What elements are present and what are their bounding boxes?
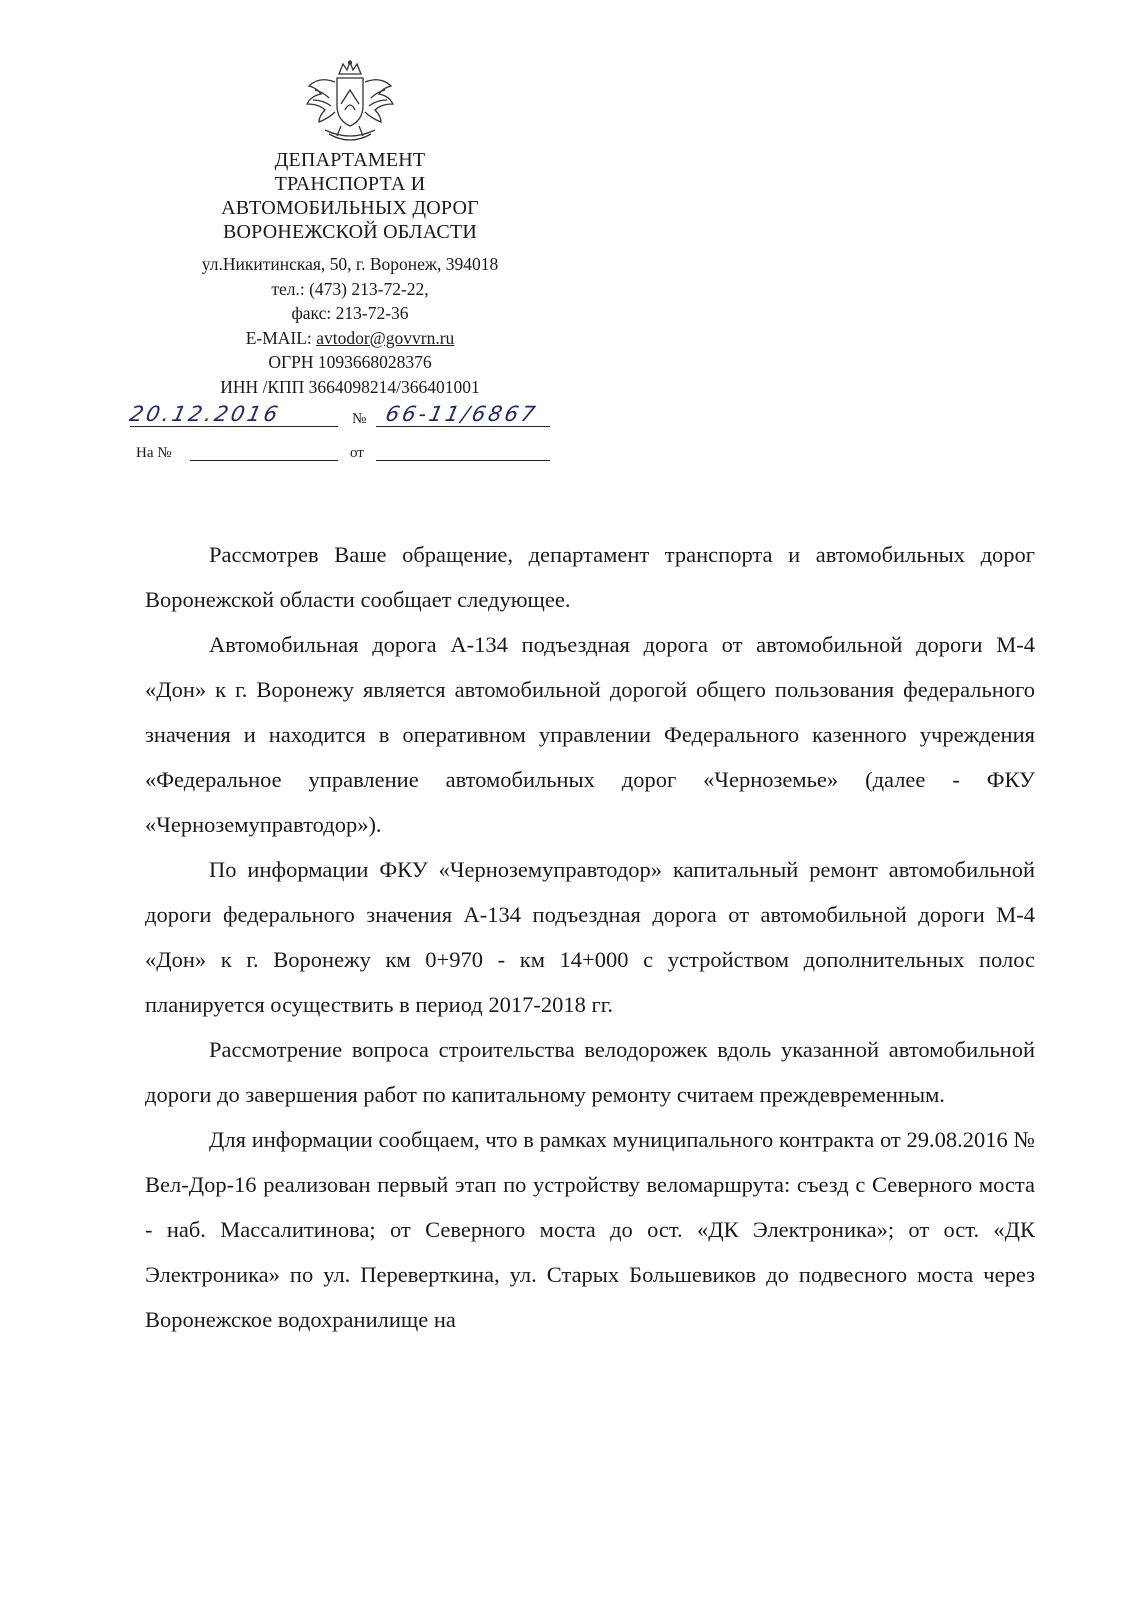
inn-kpp: ИНН /КПП 3664098214/366401001 bbox=[220, 376, 480, 397]
number-underline bbox=[376, 426, 550, 427]
date-underline bbox=[130, 426, 338, 427]
number-label: № bbox=[352, 411, 367, 427]
reply-underline bbox=[190, 460, 338, 461]
email-row bbox=[150, 326, 550, 351]
incoming-reference-row bbox=[130, 434, 570, 464]
fax: факс: 213-72-36 bbox=[291, 303, 409, 323]
body-paragraph: Автомобильная дорога А-134 подъездная дорога от автомобильной дороги М-4 «Дон» к г. Воронежу является автомобильной дорогой общего пользования федерального значения и находится в оперативном управлении Федерального казенного учреждения «Федеральное управление автомобильных дорог «Черноземье» (далее - ФКУ «Черноземуправтодор»). bbox=[145, 632, 1035, 837]
handwritten-number: 66-11/6867 bbox=[383, 402, 541, 426]
address: ул.Никитинская, 50, г. Воронеж, 394018 bbox=[201, 254, 499, 274]
email-label: E-MAIL: bbox=[245, 327, 317, 348]
department-line: АВТОМОБИЛЬНЫХ ДОРОГ bbox=[221, 197, 479, 219]
department-line: ДЕПАРТАМЕНТ bbox=[274, 149, 426, 171]
department-name bbox=[150, 148, 550, 244]
body-paragraph: Для информации сообщаем, что в рамках муниципального контракта от 29.08.2016 № Вел-Дор-16 реализован первый этап по устройству веломаршрута: съезд с Северного моста - наб. Массалитинова; от Северного моста до ост. «ДК Электроника»; от ост. «ДК Электроника» по ул. Переверткина, ул. Старых Большевиков до подвесного моста через Воронежское водохранилище на bbox=[145, 1127, 1035, 1332]
letter-body bbox=[145, 532, 1035, 1342]
letterhead bbox=[150, 60, 550, 399]
email-link[interactable]: avtodor@govvrn.ru bbox=[316, 327, 455, 348]
body-paragraph: Рассмотрев Ваше обращение, департамент транспорта и автомобильных дорог Воронежской области сообщает следующее. bbox=[145, 542, 1035, 612]
phone: тел.: (473) 213-72-22, bbox=[271, 278, 429, 299]
department-line: ВОРОНЕЖСКОЙ ОБЛАСТИ bbox=[223, 221, 477, 243]
handwritten-date: 20.12.2016 bbox=[127, 402, 283, 426]
department-line: ТРАНСПОРТА И bbox=[274, 173, 426, 195]
from-label: от bbox=[350, 445, 364, 461]
ogrn: ОГРН 1093668028376 bbox=[268, 352, 432, 372]
reply-label: На № bbox=[136, 445, 172, 461]
contact-block bbox=[150, 252, 550, 399]
body-paragraph: По информации ФКУ «Черноземуправтодор» капитальный ремонт автомобильной дороги федерального значения А-134 подъездная дорога от автомобильной дороги М-4 «Дон» к г. Воронежу км 0+970 - км 14+000 с устройством дополнительных полос планируется осуществить в период 2017-2018 гг. bbox=[145, 857, 1035, 1017]
from-underline bbox=[376, 460, 550, 461]
coat-of-arms-icon bbox=[301, 60, 399, 146]
outgoing-registration-row bbox=[127, 400, 570, 430]
body-paragraph: Рассмотрение вопроса строительства велодорожек вдоль указанной автомобильной дороги до завершения работ по капитальному ремонту считаем преждевременным. bbox=[145, 1037, 1035, 1107]
